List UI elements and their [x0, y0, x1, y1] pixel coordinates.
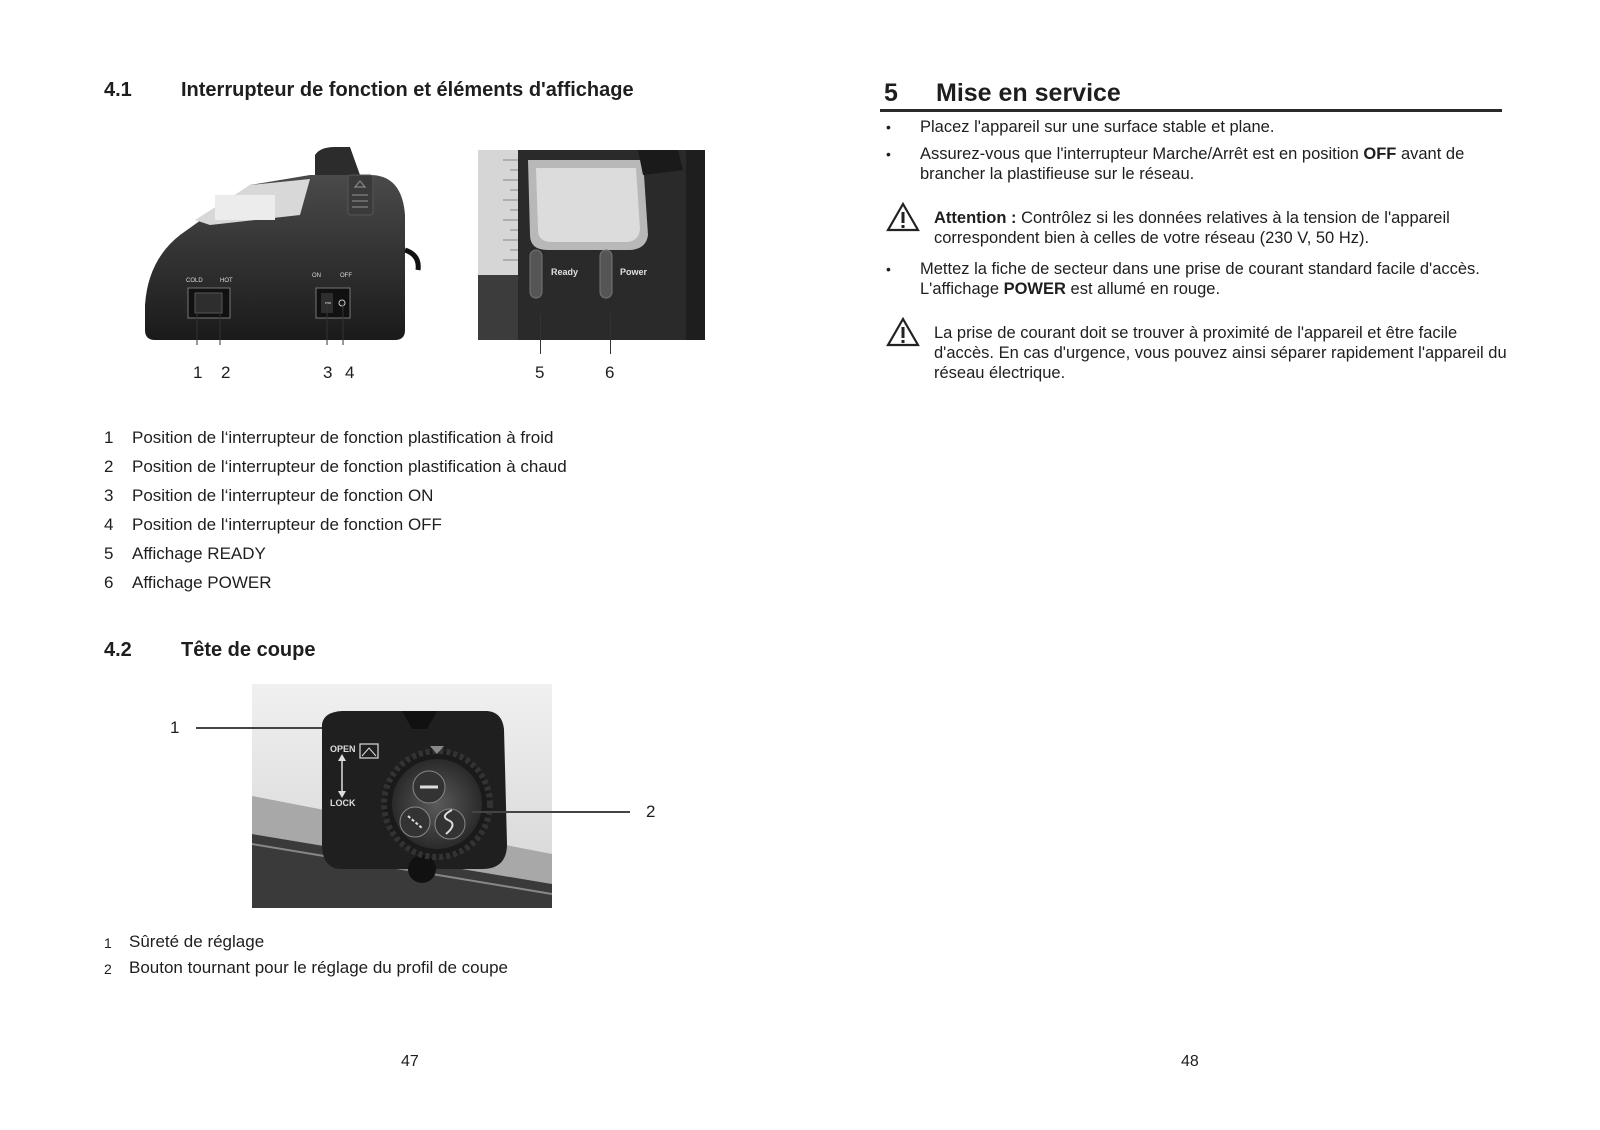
section-5-number: 5 — [884, 79, 898, 107]
warning-icon — [886, 317, 920, 352]
section-5-title: Mise en service — [936, 79, 1121, 107]
lock-label: LOCK — [330, 798, 356, 808]
callout-6: 6 — [605, 363, 615, 382]
off-label: OFF — [340, 273, 352, 279]
open-label: OPEN — [330, 744, 356, 754]
power-label: Power — [620, 267, 648, 277]
hot-label: HOT — [220, 278, 233, 284]
section-4-2-number: 4.2 — [104, 639, 132, 661]
leader-42-2 — [472, 811, 630, 813]
cutting-head-photo — [252, 684, 552, 908]
callout-2: 2 — [221, 363, 231, 382]
on-label: ON — [312, 273, 321, 279]
callout-42-1: 1 — [170, 718, 180, 737]
section-4-2-title: Tête de coupe — [181, 639, 316, 661]
warning-icon — [886, 202, 920, 237]
section-4-1-title: Interrupteur de fonction et éléments d'affichage — [181, 79, 634, 101]
callout-5: 5 — [535, 363, 545, 382]
laminator-display-photo — [478, 150, 705, 340]
callout-42-2: 2 — [646, 802, 656, 821]
cold-label: COLD — [186, 278, 203, 284]
section-5-rule — [880, 109, 1502, 112]
ready-label: Ready — [551, 267, 579, 277]
leader-6 — [610, 314, 611, 354]
section-4-1-number: 4.1 — [104, 79, 132, 101]
page-number-right: 48 — [1181, 1053, 1199, 1070]
leader-5 — [540, 314, 541, 354]
leader-42-1 — [196, 727, 322, 729]
callout-3: 3 — [323, 363, 333, 382]
callout-1: 1 — [193, 363, 203, 382]
callout-4: 4 — [345, 363, 355, 382]
laminator-switch-photo — [140, 145, 440, 345]
page-number-left: 47 — [401, 1053, 419, 1070]
